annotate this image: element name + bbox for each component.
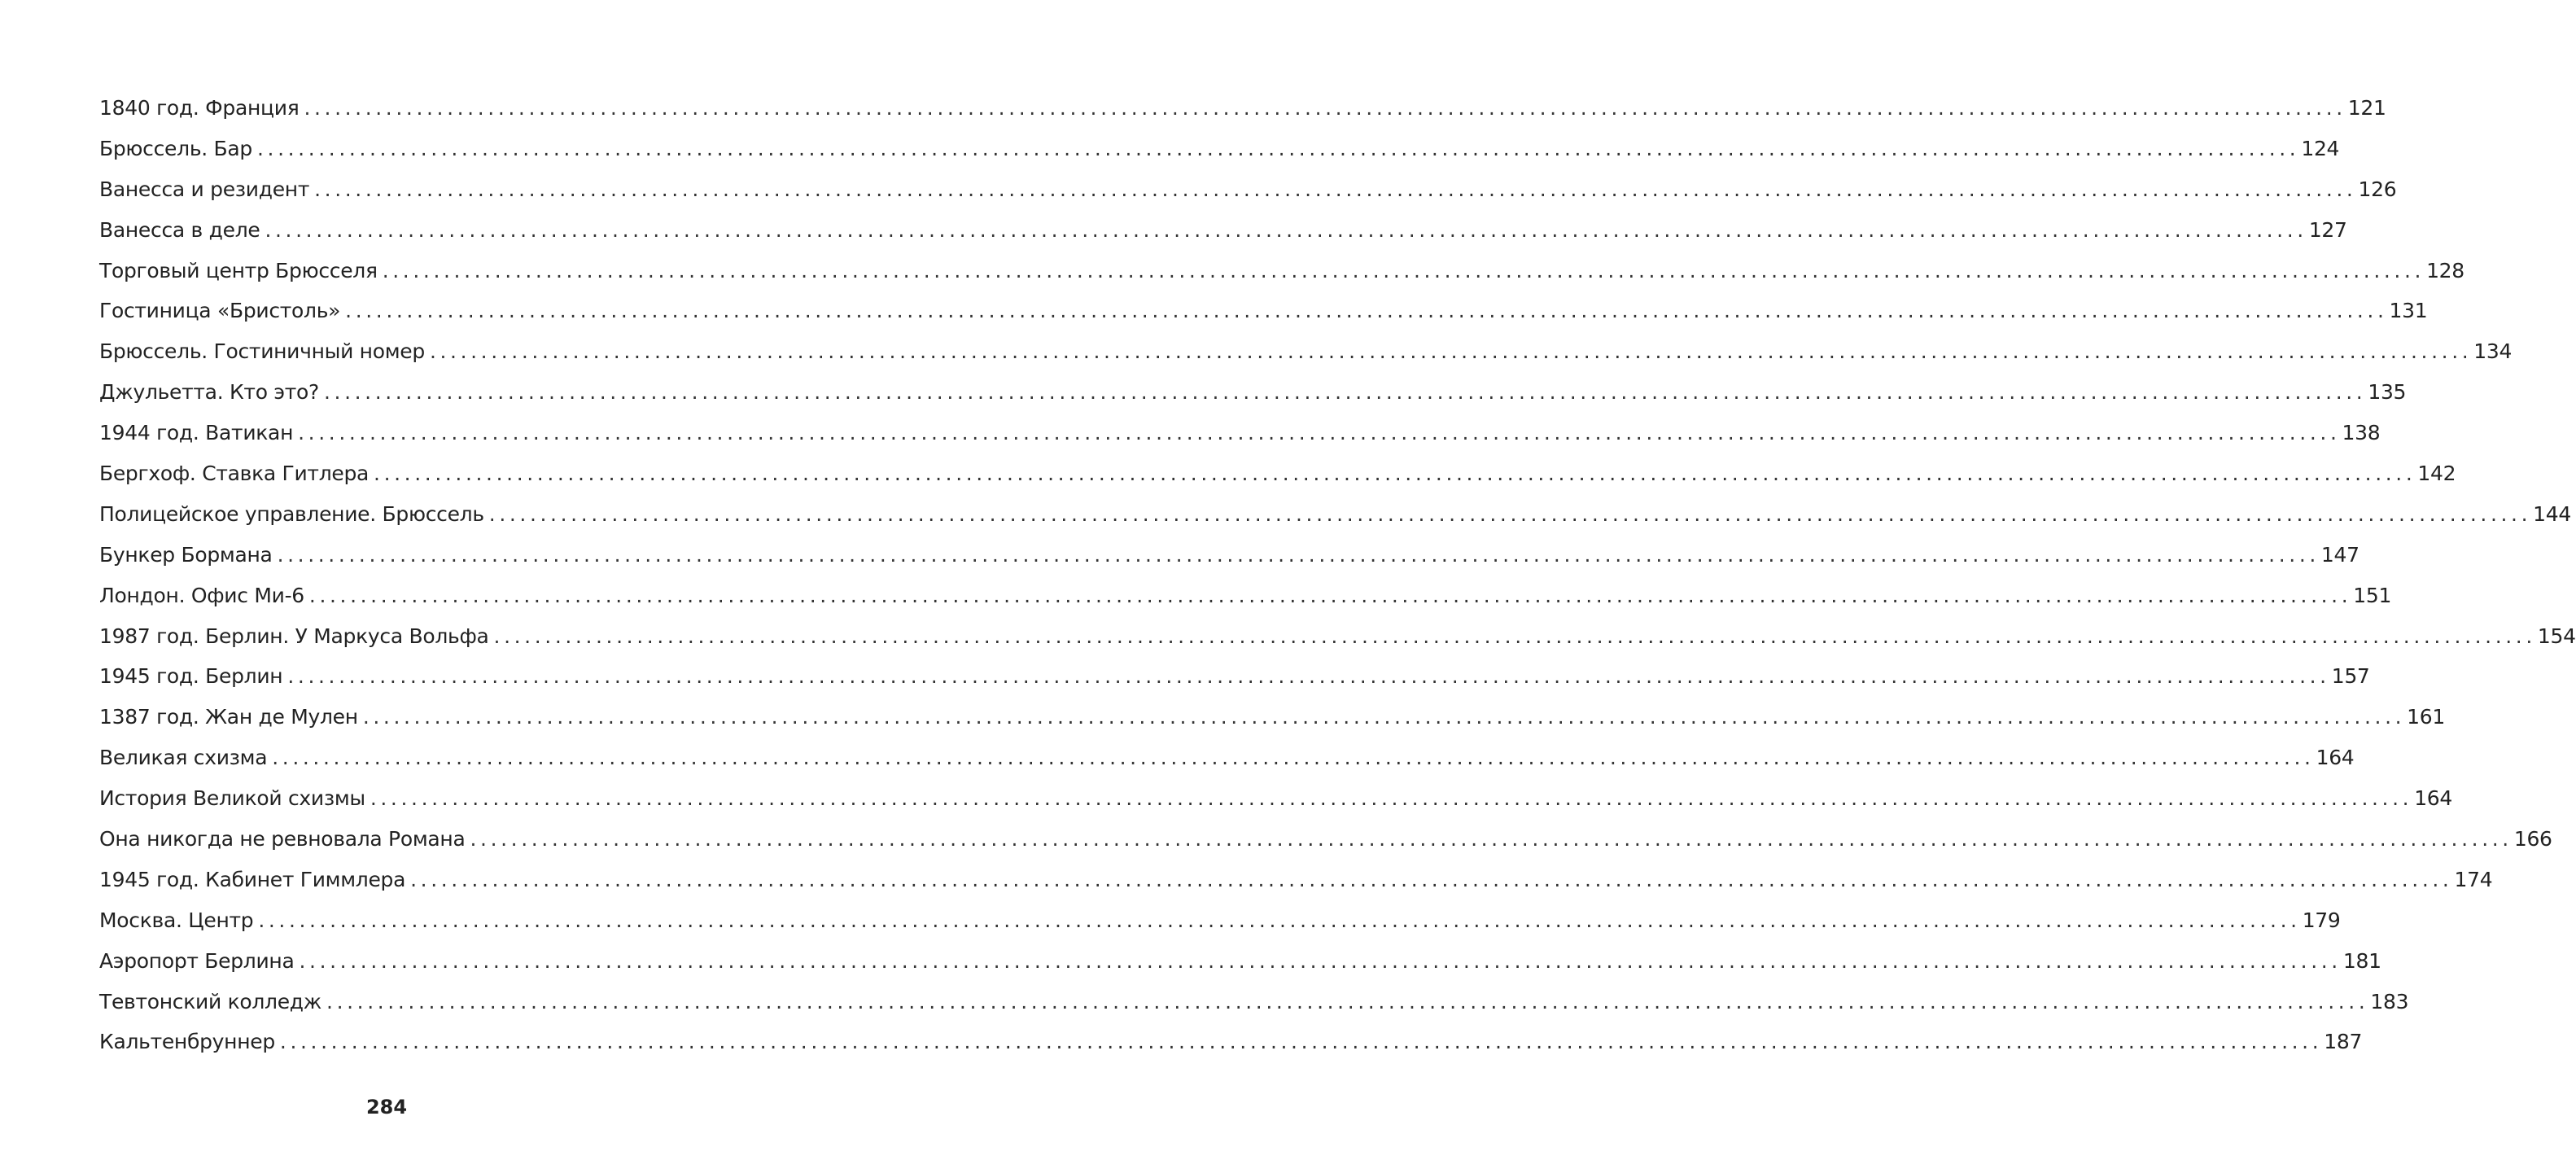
toc-entry-title: 1387 год. Жан де Мулен [99, 705, 358, 729]
dot-leader: ........................................................................................................................................................................................................ [326, 989, 2369, 1013]
toc-entry [99, 982, 2409, 1022]
toc-entry [99, 251, 2464, 291]
toc-entry-page-number: 128 [2426, 258, 2464, 282]
toc-entry-page-number: 124 [2301, 136, 2340, 160]
toc-entry [99, 738, 2355, 778]
toc-entry-page-number: 127 [2308, 217, 2347, 242]
dot-leader: ........................................................................................................................................................................................................ [345, 299, 2388, 323]
toc-entry-page-number: 151 [2353, 583, 2392, 607]
dot-leader: ........................................................................................................................................................................................................ [265, 217, 2307, 242]
toc-entry-title: История Великой схизмы [99, 786, 365, 811]
dot-leader: ........................................................................................................................................................................................................ [314, 177, 2357, 201]
toc-entry-title: Она никогда не ревновала Романа [99, 827, 466, 851]
toc-entry-title: Ванесса и резидент [99, 177, 310, 201]
toc-entry-title: Бергхоф. Ставка Гитлера [99, 462, 370, 486]
toc-entry-title: Брюссель. Гостиничный номер [99, 339, 425, 364]
toc-entry-title: Джульетта. Кто это? [99, 380, 319, 405]
toc-entry [99, 941, 2381, 982]
toc-entry [99, 453, 2456, 494]
toc-entry [99, 1022, 2363, 1062]
toc-entry-page-number: 187 [2324, 1030, 2363, 1054]
dot-leader: ........................................................................................................................................................................................................ [298, 421, 2341, 445]
dot-leader: ........................................................................................................................................................................................................ [374, 462, 2416, 486]
dot-leader: ........................................................................................................................................................................................................ [370, 786, 2413, 811]
dot-leader: ........................................................................................................................................................................................................ [429, 339, 2473, 364]
toc-entry-page-number: 179 [2302, 908, 2341, 932]
toc-entry-title: Ванесса в деле [99, 217, 260, 242]
dot-leader: ........................................................................................................................................................................................................ [279, 1030, 2323, 1054]
toc-entry-page-number: 131 [2389, 299, 2428, 323]
toc-entry [99, 697, 2445, 738]
table-of-contents [99, 88, 2576, 1062]
toc-entry [99, 576, 2392, 616]
toc-entry-page-number: 181 [2342, 948, 2381, 973]
toc-entry [99, 413, 2381, 453]
dot-leader: ........................................................................................................................................................................................................ [277, 542, 2320, 567]
toc-entry [99, 900, 2341, 941]
toc-entry-title: 1945 год. Кабинет Гиммлера [99, 867, 406, 891]
toc-entry-title: Гостиница «Бристоль» [99, 299, 341, 323]
toc-entry-page-number: 134 [2473, 339, 2513, 364]
toc-entry-page-number: 147 [2320, 542, 2360, 567]
dot-leader: ........................................................................................................................................................................................................ [256, 136, 2300, 160]
toc-entry-title: Бункер Бормана [99, 542, 273, 567]
toc-entry-title: Кальтенбруннер [99, 1030, 275, 1054]
toc-entry [99, 88, 2386, 129]
toc-entry-page-number: 138 [2342, 421, 2381, 445]
toc-entry [99, 656, 2370, 697]
toc-entry-title: Полицейское управление. Брюссель [99, 501, 484, 526]
dot-leader: ........................................................................................................................................................................................................ [382, 258, 2425, 282]
toc-entry-page-number: 157 [2331, 664, 2370, 689]
toc-entry [99, 819, 2552, 860]
dot-leader: ........................................................................................................................................................................................................ [304, 96, 2346, 120]
toc-entry-page-number: 174 [2454, 867, 2493, 891]
toc-entry [99, 494, 2571, 535]
toc-entry-page-number: 154 [2537, 624, 2576, 648]
dot-leader: ........................................................................................................................................................................................................ [308, 583, 2352, 607]
toc-entry-title: Лондон. Офис Ми-6 [99, 583, 304, 607]
dot-leader: ........................................................................................................................................................................................................ [362, 705, 2406, 729]
toc-entry [99, 860, 2493, 900]
toc-entry [99, 778, 2453, 819]
dot-leader: ........................................................................................................................................................................................................ [258, 908, 2301, 932]
toc-entry [99, 210, 2347, 251]
toc-entry-title: Аэропорт Берлина [99, 948, 295, 973]
toc-entry-title: 1840 год. Франция [99, 96, 300, 120]
toc-entry [99, 331, 2513, 372]
dot-leader: ........................................................................................................................................................................................................ [470, 827, 2513, 851]
dot-leader: ........................................................................................................................................................................................................ [287, 664, 2330, 689]
toc-entry [99, 291, 2428, 331]
toc-entry-page-number: 164 [2414, 786, 2453, 811]
toc-entry-page-number: 144 [2533, 501, 2571, 526]
toc-entry-page-number: 121 [2347, 96, 2386, 120]
toc-entry-title: Москва. Центр [99, 908, 254, 932]
toc-entry [99, 616, 2576, 657]
toc-entry-page-number: 142 [2417, 462, 2456, 486]
toc-entry-title: 1987 год. Берлин. У Маркуса Вольфа [99, 624, 489, 648]
toc-entry-title: 1944 год. Ватикан [99, 421, 294, 445]
toc-entry-title: Великая схизма [99, 746, 268, 770]
page-number: 284 [365, 1096, 408, 1118]
toc-entry [99, 535, 2360, 576]
toc-entry-title: Брюссель. Бар [99, 136, 252, 160]
dot-leader: ........................................................................................................................................................................................................ [410, 867, 2453, 891]
toc-entry-page-number: 126 [2358, 177, 2397, 201]
toc-entry [99, 169, 2397, 210]
toc-entry-page-number: 161 [2407, 705, 2445, 729]
toc-entry-page-number: 183 [2370, 989, 2409, 1013]
dot-leader: ........................................................................................................................................................................................................ [272, 746, 2315, 770]
dot-leader: ........................................................................................................................................................................................................ [299, 948, 2342, 973]
toc-entry [99, 129, 2340, 169]
dot-leader: ........................................................................................................................................................................................................ [493, 624, 2536, 648]
dot-leader: ........................................................................................................................................................................................................ [488, 501, 2532, 526]
dot-leader: ........................................................................................................................................................................................................ [323, 380, 2367, 405]
toc-entry-page-number: 164 [2316, 746, 2355, 770]
toc-entry-page-number: 166 [2513, 827, 2552, 851]
toc-entry-title: Тевтонский колледж [99, 989, 322, 1013]
toc-entry [99, 372, 2407, 413]
toc-entry-title: 1945 год. Берлин [99, 664, 283, 689]
toc-entry-page-number: 135 [2368, 380, 2407, 405]
toc-entry-title: Торговый центр Брюсселя [99, 258, 378, 282]
